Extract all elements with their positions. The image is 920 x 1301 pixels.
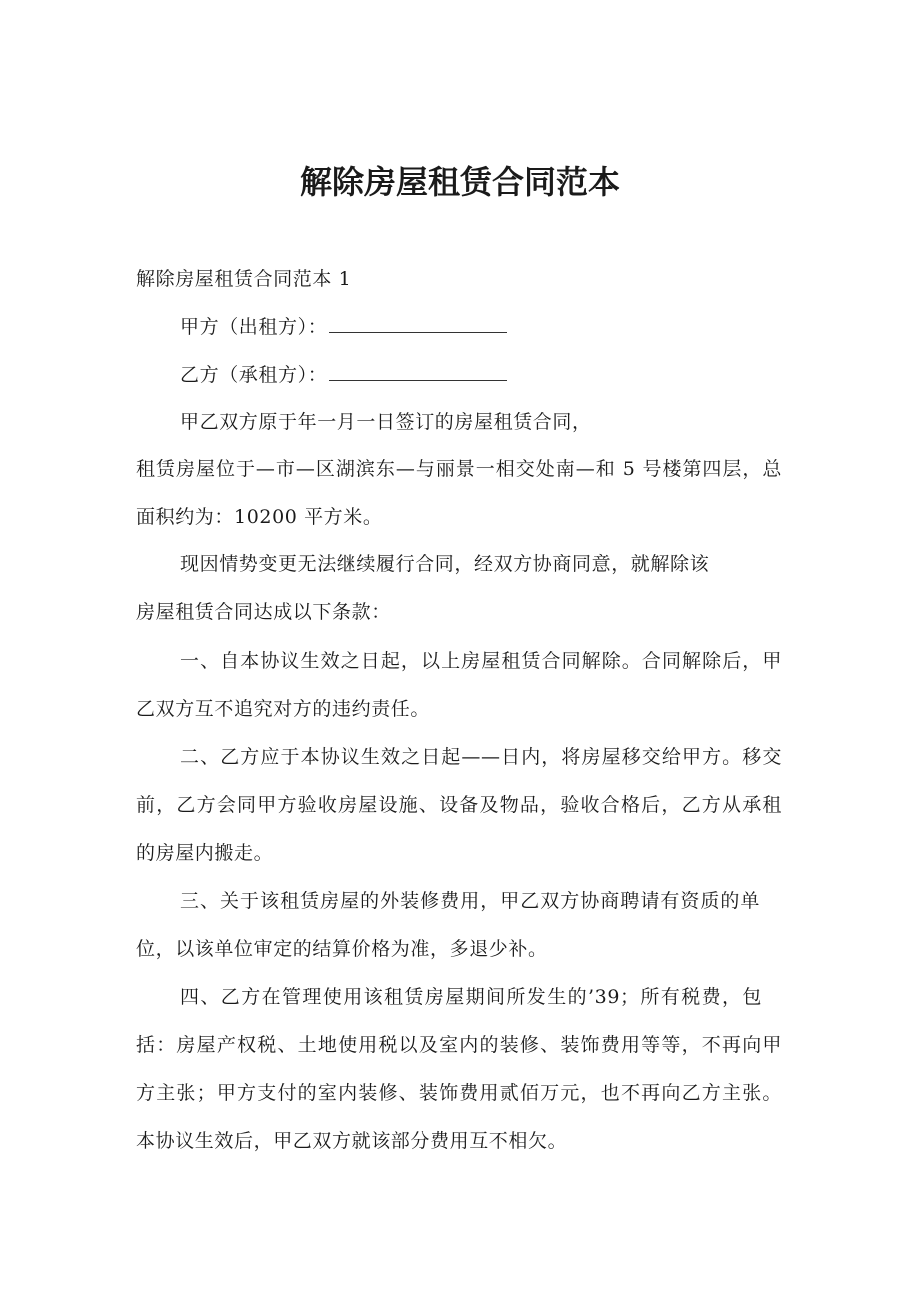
document-title: 解除房屋租赁合同范本 [299,163,620,201]
clause-3-line: 位，以该单位审定的结算价格为准，多退少补。 [136,938,548,960]
clause-4-line: 本协议生效后，甲乙双方就该部分费用互不相欠。 [136,1130,568,1152]
party-b-line [180,360,507,389]
clause-2-line: 的房屋内搬走。 [136,842,274,864]
clause-1-line: 乙双方互不追究对方的违约责任。 [136,698,431,720]
clause-3-line: 三、关于该租赁房屋的外装修费用，甲乙双方协商聘请有资质的单 [180,890,760,912]
body-line: 面积约为：10200 平方米。 [136,506,383,528]
clause-4-line: 方主张；甲方支付的室内装修、装饰费用贰佰万元，也不再向乙方主张。 [136,1082,782,1104]
clause-2-line: 二、乙方应于本协议生效之日起——日内，将房屋移交给甲方。移交 [180,746,782,768]
body-line: 甲乙双方原于年一月一日签订的房屋租赁合同， [180,411,592,433]
clause-4-line: 括：房屋产权税、土地使用税以及室内的装修、装饰费用等等，不再向甲 [136,1034,782,1056]
party-a-label: 甲方（出租方）： [180,316,328,338]
party-b-label: 乙方（承租方）： [180,364,328,386]
body-line: 现因情势变更无法继续履行合同，经双方协商同意，就解除该 [180,553,710,575]
clause-1-line: 一、自本协议生效之日起，以上房屋租赁合同解除。合同解除后，甲 [180,650,782,672]
body-line: 房屋租赁合同达成以下条款： [136,601,391,623]
party-a-line [180,312,507,341]
body-line: 租赁房屋位于—市—区湖滨东—与丽景一相交处南—和 5 号楼第四层，总 [136,458,782,480]
party-a-blank [329,312,507,333]
section-heading: 解除房屋租赁合同范本 1 [136,268,352,290]
clause-2-line: 前，乙方会同甲方验收房屋设施、设备及物品，验收合格后，乙方从承租 [136,794,782,816]
party-b-blank [329,360,507,381]
clause-4-line: 四、乙方在管理使用该租赁房屋期间所发生的’39；所有税费，包 [180,986,762,1008]
